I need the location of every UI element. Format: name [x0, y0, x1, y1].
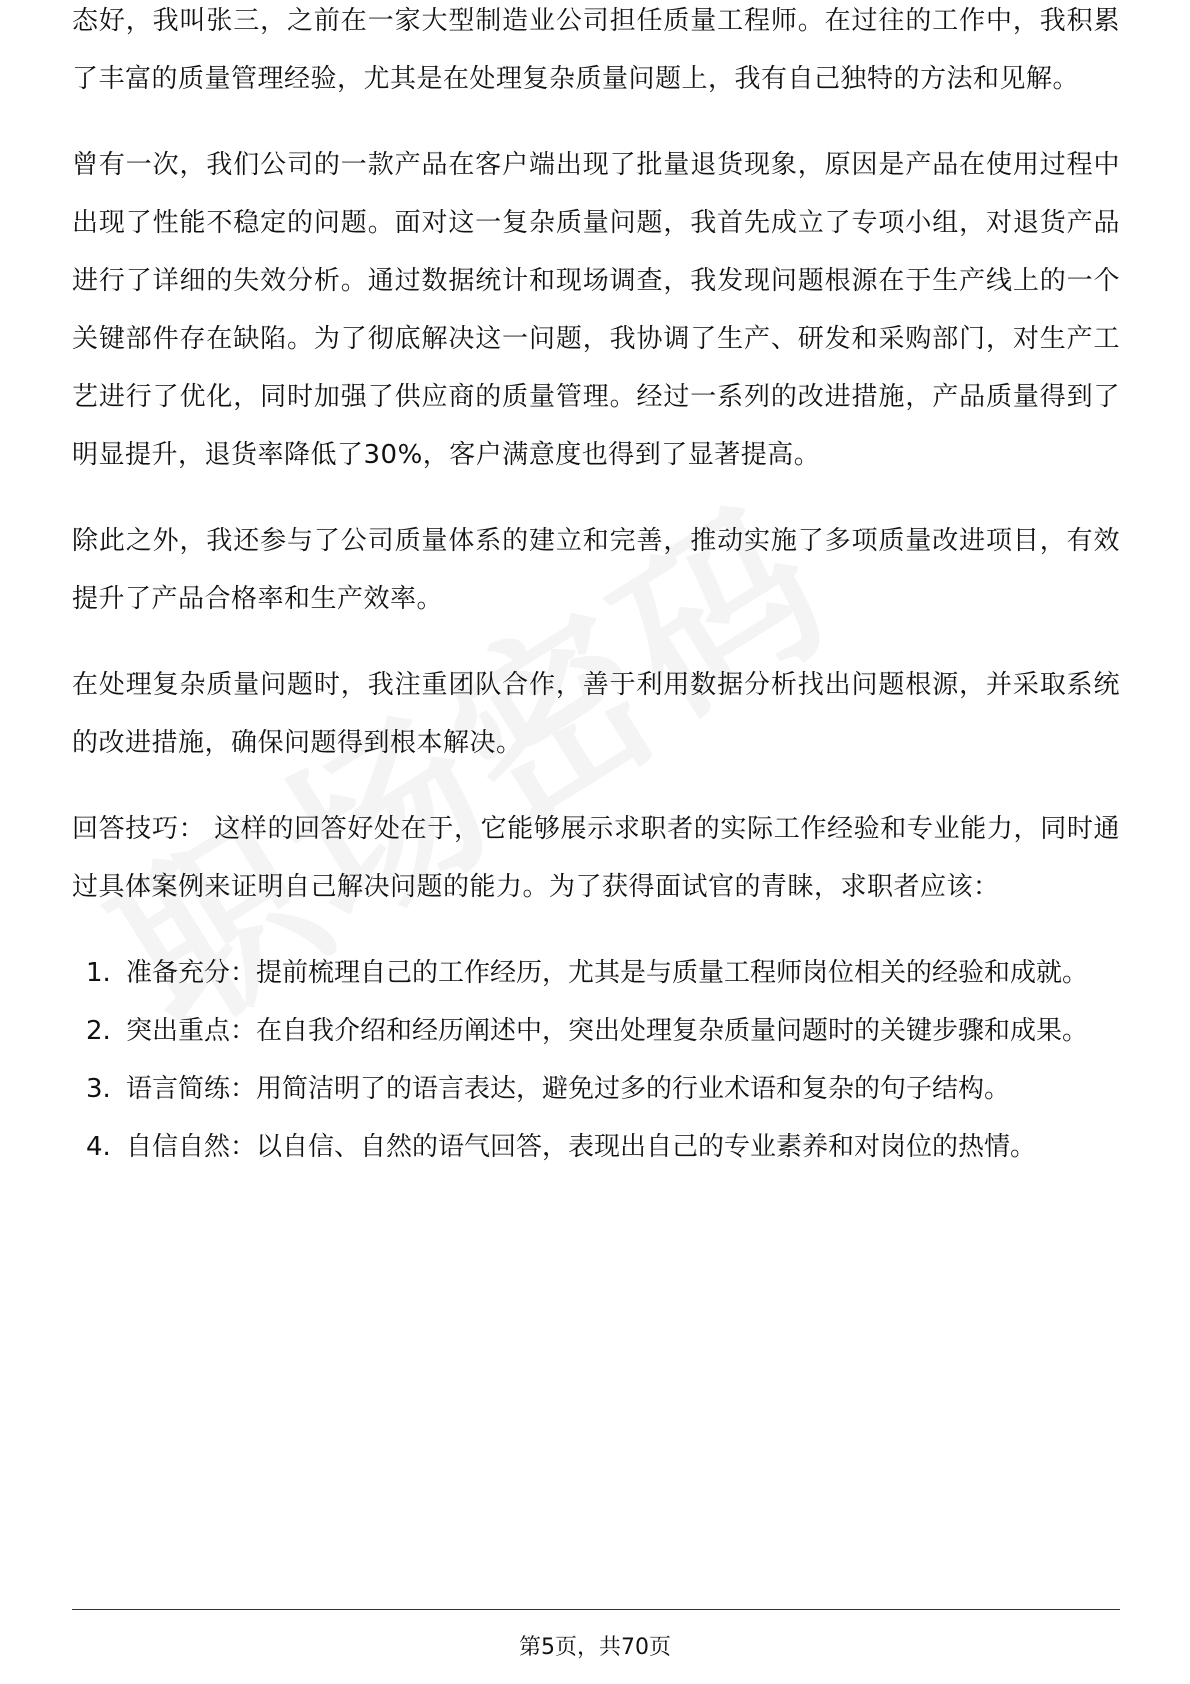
tips-list — [72, 944, 1120, 1176]
footer-divider — [72, 1609, 1120, 1610]
list-item-number: 4. — [86, 1132, 111, 1162]
list-item — [72, 944, 1120, 1002]
list-item — [72, 1060, 1120, 1118]
case-paragraph: 曾有一次，我们公司的一款产品在客户端出现了批量退货现象，原因是产品在使用过程中出现了性能不稳定的问题。面对这一复杂质量问题，我首先成立了专项小组，对退货产品进行了详细的失效分析。通过数据统计和现场调查，我发现问题根源在于生产线上的一个关键部件存在缺陷。为了彻底解决这一问题，我协调了生产、研发和采购部门，对生产工艺进行了优化，同时加强了供应商的质量管理。经过一系列的改进措施，产品质量得到了明显提升，退货率降低了30%，客户满意度也得到了显著提高。 — [72, 150, 1120, 470]
intro-paragraph: 态好，我叫张三，之前在一家大型制造业公司担任质量工程师。在过往的工作中，我积累了丰富的质量管理经验，尤其是在处理复杂质量问题上，我有自己独特的方法和见解。 — [72, 6, 1120, 94]
list-item-number: 1. — [86, 958, 111, 988]
list-item-text: 准备充分：提前梳理自己的工作经历，尤其是与质量工程师岗位相关的经验和成就。 — [126, 958, 1089, 988]
approach-paragraph: 在处理复杂质量问题时，我注重团队合作，善于利用数据分析找出问题根源，并采取系统的改进措施，确保问题得到根本解决。 — [72, 670, 1120, 758]
list-item — [72, 1118, 1120, 1176]
list-item — [72, 1002, 1120, 1060]
list-item-number: 2. — [86, 1016, 111, 1046]
page-number: 第5页，共70页 — [519, 1635, 671, 1660]
list-item-number: 3. — [86, 1074, 111, 1104]
additional-paragraph: 除此之外，我还参与了公司质量体系的建立和完善，推动实施了多项质量改进项目，有效提升了产品合格率和生产效率。 — [72, 526, 1120, 614]
answer-tips-paragraph: 回答技巧： 这样的回答好处在于，它能够展示求职者的实际工作经验和专业能力，同时通过具体案例来证明自己解决问题的能力。为了获得面试官的青睐，求职者应该： — [72, 814, 1120, 902]
list-item-text: 语言简练：用简洁明了的语言表达，避免过多的行业术语和复杂的句子结构。 — [126, 1074, 1011, 1104]
list-item-text: 突出重点：在自我介绍和经历阐述中，突出处理复杂质量问题时的关键步骤和成果。 — [126, 1016, 1089, 1046]
document-body — [72, 6, 1120, 1176]
list-item-text: 自信自然：以自信、自然的语气回答，表现出自己的专业素养和对岗位的热情。 — [126, 1132, 1037, 1162]
